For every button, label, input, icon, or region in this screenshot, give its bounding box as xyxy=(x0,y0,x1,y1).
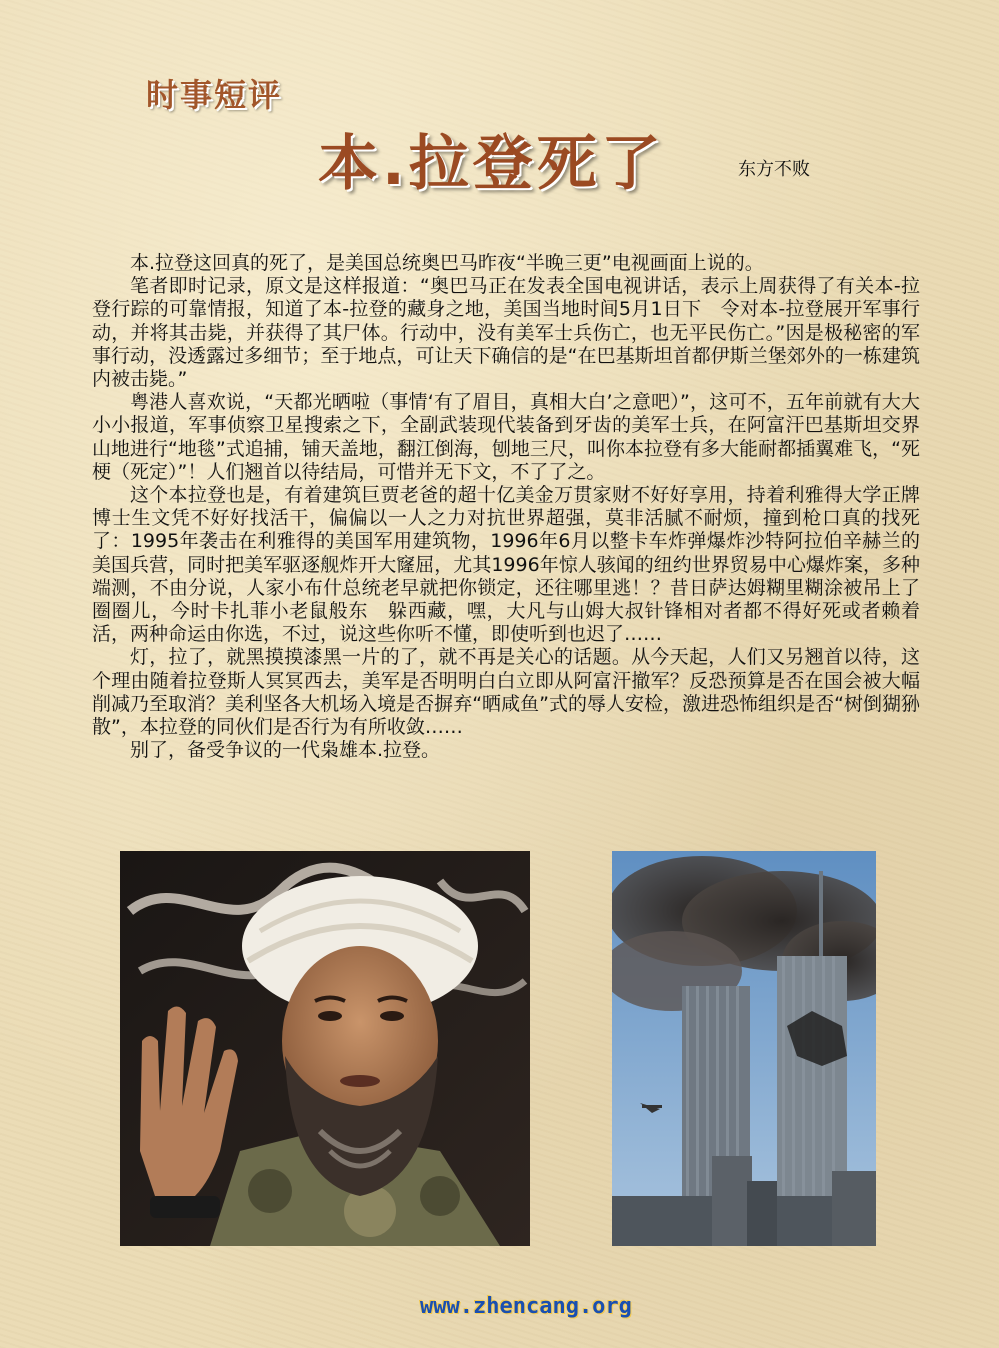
section-kicker: 时事短评 xyxy=(146,76,283,114)
article-author: 东方不败 xyxy=(738,159,810,180)
article-paragraph: 别了，备受争议的一代枭雄本.拉登。 xyxy=(130,739,441,762)
article-paragraph: 笔者即时记录，原文是这样报道：“奥巴马正在发表全国电视讲话，表示上周获得了有关本-拉登行踪的可靠情报，知道了本-拉登的藏身之地，美国当地时间5月1日下 令对本-拉登展开军事行动，并将其击毙，并获得了其尸体。行动中，没有美军士兵伤亡，也无平民伤亡。”因是极秘密的军事行动，没透露过多细节；至于地点，可让天下确信的是“在巴基斯坦首都伊斯兰堡郊外的一栋建筑内被击毙。” xyxy=(92,275,920,391)
article-paragraph: 这个本拉登也是，有着建筑巨贾老爸的超十亿美金万贯家财不好好享用，持着利雅得大学正牌博士生文凭不好好找活干，偏偏以一人之力对抗世界超强，莫非活腻不耐烦，撞到枪口真的找死了：1995年袭击在利雅得的美国军用建筑物，1996年6月以整卡车炸弹爆炸沙特阿拉伯辛赫兰的美国兵营，同时把美军驱逐舰炸开大窿屈，尤其1996年惊人骇闻的纽约世界贸易中心爆炸案，多种端测，不由分说，人家小布什总统老早就把你锁定，还往哪里逃！？昔日萨达姆糊里糊涂被吊上了圈圈儿，今时卡扎菲小老鼠般东 躲西藏，嘿，大凡与山姆大叔针锋相对者都不得好死或者赖着活，两种命运由你选，不过，说这些你听不懂，即使听到也迟了…… xyxy=(92,484,920,646)
towers-illustration xyxy=(612,851,876,1246)
article-paragraph: 粤港人喜欢说，“天都光晒啦（事情‘有了眉目，真相大白’之意吧）”，这可不，五年前就有大大小小报道，军事侦察卫星搜索之下，全副武装现代装备到牙齿的美军士兵，在阿富汗巴基斯坦交界山地进行“地毯”式追捕，铺天盖地，翻江倒海，刨地三尺，叫你本拉登有多大能耐都插翼难飞，“死梗（死定）”！人们翘首以待结局，可惜并无下文，不了了之。 xyxy=(92,391,920,483)
article-headline: 本.拉登死了 xyxy=(318,129,665,199)
article-paragraph: 灯，拉了，就黑摸摸漆黑一片的了，就不再是关心的话题。从今天起，人们又另翘首以待，这个理由随着拉登斯人冥冥西去，美军是否明明白白立即从阿富汗撤军？反恐预算是否在国会被大幅削减乃至取消？美利坚各大机场入境是否摒弃“晒咸鱼”式的辱人安检，激进恐怖组织是否“树倒猢狲散”，本拉登的同伙们是否行为有所收敛…… xyxy=(92,646,920,739)
towers-photo xyxy=(612,851,876,1246)
article-paragraph: 本.拉登这回真的死了，是美国总统奥巴马昨夜“半晚三更”电视画面上说的。 xyxy=(130,252,764,274)
portrait-illustration xyxy=(120,851,530,1246)
article-body xyxy=(92,252,920,762)
footer-url: www.zhencang.org xyxy=(420,1294,632,1319)
portrait-photo xyxy=(120,851,530,1246)
